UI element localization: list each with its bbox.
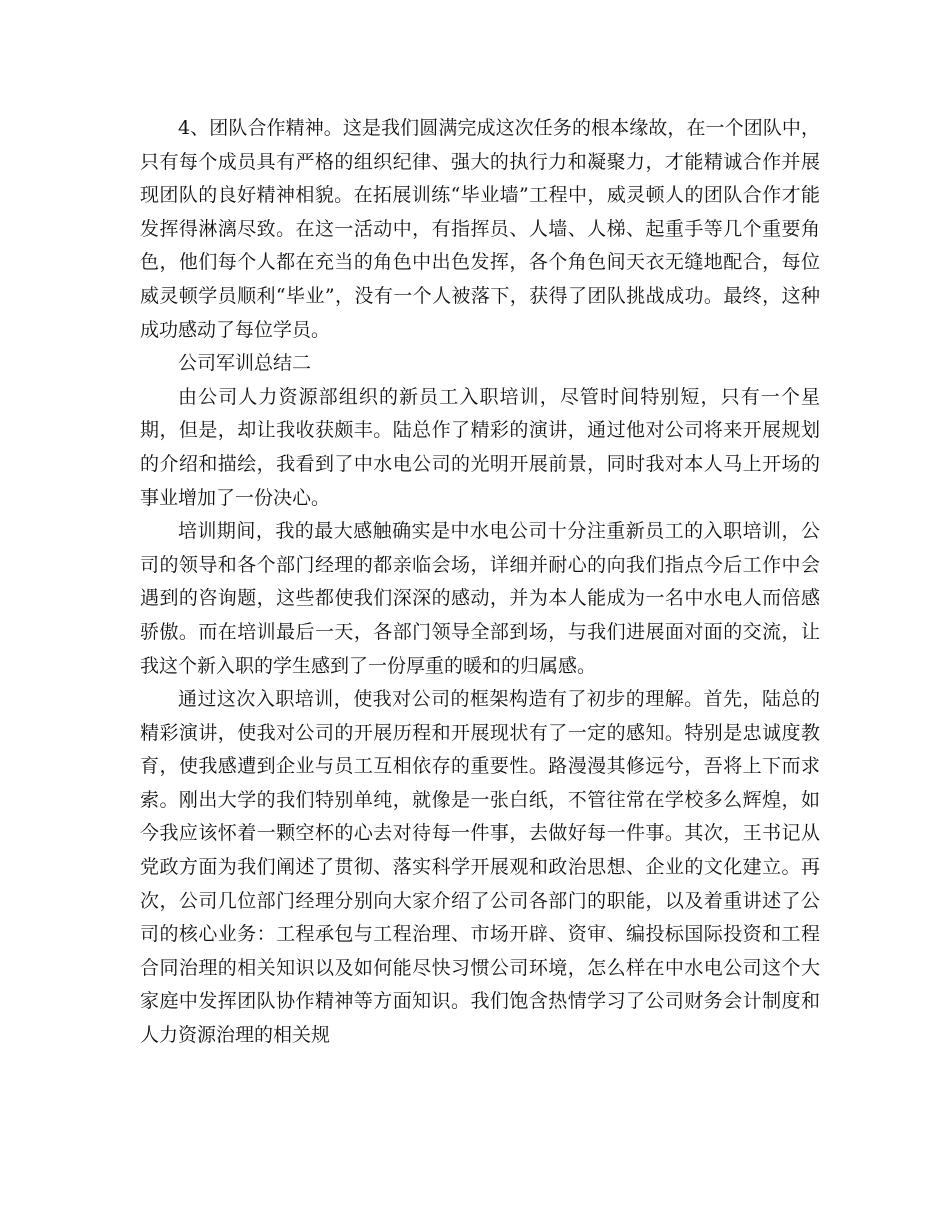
document-body [140,112,820,1053]
paragraph-training-intro: 由公司人力资源部组织的新员工入职培训，尽管时间特别短，只有一个星期，但是，却让我收获颇丰。陆总作了精彩的演讲，通过他对公司将来开展规划的介绍和描绘，我看到了中水电公司的光明开展前景，同时我对本人马上开场的事业增加了一份决心。 [140,385,820,509]
paragraph-teamwork: 4、团队合作精神。这是我们圆满完成这次任务的根本缘故，在一个团队中，只有每个成员具有严格的组织纪律、强大的执行力和凝聚力，才能精诚合作并展现团队的良好精神相貌。在拓展训练“毕业墙”工程中，威灵顿人的团队合作才能发挥得淋漓尽致。在这一活动中，有指挥员、人墙、人梯、起重手等几个重要角色，他们每个人都在充当的角色中出色发挥，各个角色间天衣无缝地配合，每位威灵顿学员顺利“毕业”，没有一个人被落下，获得了团队挑战成功。最终，这种成功感动了每位学员。 [140,117,820,341]
paragraph-training-period: 培训期间，我的最大感触确实是中水电公司十分注重新员工的入职培训，公司的领导和各个部门经理的都亲临会场，详细并耐心的向我们指点今后工作中会遇到的咨询题，这些都使我们深深的感动，并为本人能成为一名中水电人而倍感骄傲。而在培训最后一天，各部门领导全部到场，与我们进展面对面的交流，让我这个新入职的学生感到了一份厚重的暖和的归属感。 [140,520,820,677]
paragraph-training-content: 通过这次入职培训，使我对公司的框架构造有了初步的理解。首先，陆总的精彩演讲，使我对公司的开展历程和开展现状有了一定的感知。特别是忠诚度教育，使我感遭到企业与员工互相依存的重要性。路漫漫其修远兮，吾将上下而求索。刚出大学的我们特别单纯，就像是一张白纸，不管往常在学校多么辉煌，如今我应该怀着一颗空杯的心去对待每一件事，去做好每一件事。其次，王书记从党政方面为我们阐述了贯彻、落实科学开展观和政治思想、企业的文化建立。再次，公司几位部门经理分别向大家介绍了公司各部门的职能，以及着重讲述了公司的核心业务：工程承包与工程治理、市场开辟、资审、编投标国际投资和工程合同治理的相关知识以及如何能尽快习惯公司环境，怎么样在中水电公司这个大家庭中发挥团队协作精神等方面知识。我们饱含热情学习了公司财务会计制度和人力资源治理的相关规 [140,688,820,1047]
section-heading: 公司军训总结二 [178,352,312,375]
